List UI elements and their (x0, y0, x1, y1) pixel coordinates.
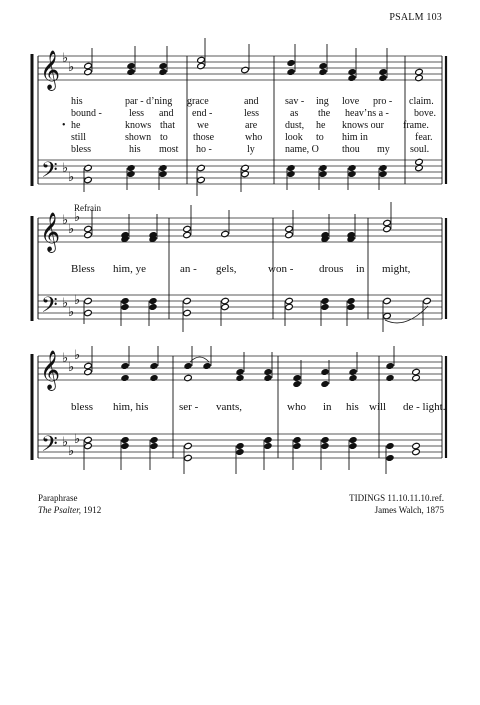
quarter-note (287, 164, 296, 171)
flat-sign: ♭ (62, 351, 69, 366)
quarter-note (349, 368, 358, 375)
quarter-note (159, 68, 168, 75)
half-note (241, 164, 250, 171)
quarter-note (347, 303, 356, 310)
composer: James Walch, 1875 (374, 505, 444, 515)
flat-sign: ♭ (74, 348, 81, 363)
quarter-note (121, 303, 130, 310)
quarter-note (349, 442, 358, 449)
quarter-note (319, 62, 328, 69)
half-note (221, 303, 230, 310)
psalm-number: PSALM 103 (389, 12, 442, 23)
quarter-note (121, 362, 130, 369)
quarter-note (121, 436, 130, 443)
quarter-note (293, 374, 302, 381)
quarter-note (236, 368, 245, 375)
quarter-note (149, 297, 158, 304)
quarter-note (379, 68, 388, 75)
half-note (184, 442, 193, 449)
quarter-note (386, 374, 395, 381)
quarter-note (379, 164, 388, 171)
half-note (84, 297, 93, 304)
half-note (84, 68, 93, 75)
quarter-note (287, 170, 296, 177)
quarter-note (264, 374, 273, 381)
flat-sign: ♭ (74, 293, 81, 308)
half-note (415, 74, 424, 81)
quarter-note (287, 59, 296, 66)
quarter-note (321, 442, 330, 449)
half-note (84, 368, 93, 375)
half-note (412, 448, 421, 455)
quarter-note (127, 170, 136, 177)
half-note (84, 309, 93, 316)
flat-sign: ♭ (68, 444, 75, 459)
slur (190, 357, 209, 362)
quarter-note (236, 374, 245, 381)
quarter-note (150, 362, 159, 369)
quarter-note (293, 436, 302, 443)
half-note (241, 66, 250, 73)
quarter-note (319, 170, 328, 177)
quarter-note (127, 68, 136, 75)
flat-sign: ♭ (68, 222, 75, 237)
half-note (84, 62, 93, 69)
quarter-note (287, 68, 296, 75)
half-note (84, 436, 93, 443)
half-note (221, 230, 230, 237)
quarter-note (150, 374, 159, 381)
half-note (383, 225, 392, 232)
half-note (285, 225, 294, 232)
half-note (184, 374, 193, 381)
treble-clef: 𝄞 (40, 50, 61, 90)
half-note (383, 297, 392, 304)
quarter-note (264, 436, 273, 443)
quarter-note (236, 442, 245, 449)
flat-sign: ♭ (68, 305, 75, 320)
quarter-note (386, 362, 395, 369)
half-note (197, 62, 206, 69)
half-note (423, 297, 432, 304)
half-note (285, 303, 294, 310)
quarter-note (348, 164, 357, 171)
verse-line-4: still shown to those who look to him in fear. (71, 132, 433, 143)
quarter-note (321, 297, 330, 304)
quarter-note (349, 436, 358, 443)
half-note (84, 164, 93, 171)
text-source: Paraphrase (38, 493, 78, 503)
flat-sign: ♭ (62, 435, 69, 450)
half-note (415, 164, 424, 171)
quarter-note (293, 380, 302, 387)
quarter-note (386, 442, 395, 449)
quarter-note (264, 368, 273, 375)
half-note (197, 176, 206, 183)
quarter-note (321, 380, 330, 387)
half-note (415, 158, 424, 165)
treble-clef: 𝄞 (40, 212, 61, 252)
refrain-line-2: bless him, his ser - vants, who in his will de - light. (71, 401, 446, 413)
quarter-note (127, 62, 136, 69)
verse-line-3: • he knows that we are dust, he knows our frame. (62, 120, 429, 131)
flat-sign: ♭ (62, 213, 69, 228)
bass-clef: 𝄢 (41, 158, 58, 188)
quarter-note (348, 68, 357, 75)
quarter-note (386, 454, 395, 461)
quarter-note (319, 68, 328, 75)
quarter-note (159, 170, 168, 177)
half-note (84, 231, 93, 238)
quarter-note (379, 170, 388, 177)
quarter-note (347, 297, 356, 304)
bass-clef: 𝄢 (41, 293, 58, 323)
quarter-note (293, 442, 302, 449)
refrain-line-1: Bless him, ye an - gels, won - drous in might, (71, 263, 411, 275)
bass-clef: 𝄢 (41, 432, 58, 462)
flat-sign: ♭ (68, 360, 75, 375)
half-note (183, 225, 192, 232)
half-note (84, 225, 93, 232)
half-note (84, 176, 93, 183)
text-source-detail: The Psalter, 1912 (38, 505, 102, 515)
quarter-note (321, 303, 330, 310)
quarter-note (121, 297, 130, 304)
quarter-note (379, 74, 388, 81)
flat-sign: ♭ (62, 161, 69, 176)
half-note (184, 454, 193, 461)
refrain-label: Refrain (74, 203, 101, 213)
verse-line-2: bound - less and end - less as the heav’ns a - bove. (71, 108, 436, 119)
quarter-note (203, 362, 212, 369)
quarter-note (121, 442, 130, 449)
quarter-note (236, 448, 245, 455)
quarter-note (150, 442, 159, 449)
half-note (383, 312, 392, 319)
half-note (221, 297, 230, 304)
half-note (197, 56, 206, 63)
verse-line-1: his par - d’ning grace and sav - ing love pro - claim. (71, 96, 434, 107)
half-note (412, 368, 421, 375)
half-note (183, 231, 192, 238)
half-note (84, 442, 93, 449)
text-credit (38, 492, 101, 516)
quarter-note (321, 436, 330, 443)
half-note (412, 374, 421, 381)
quarter-note (184, 362, 193, 369)
tune-name-meter: TIDINGS 11.10.11.10.ref. (349, 493, 444, 503)
quarter-note (319, 164, 328, 171)
flat-sign: ♭ (68, 60, 75, 75)
half-note (197, 164, 206, 171)
quarter-note (121, 374, 130, 381)
flat-sign: ♭ (74, 432, 81, 447)
quarter-note (127, 164, 136, 171)
half-note (412, 442, 421, 449)
quarter-note (159, 164, 168, 171)
half-note (383, 219, 392, 226)
flat-sign: ♭ (62, 51, 69, 66)
flat-sign: ♭ (62, 296, 69, 311)
half-note (285, 231, 294, 238)
flat-sign: ♭ (68, 170, 75, 185)
treble-clef: 𝄞 (40, 350, 61, 390)
half-note (285, 297, 294, 304)
quarter-note (349, 374, 358, 381)
quarter-note (149, 303, 158, 310)
quarter-note (159, 62, 168, 69)
quarter-note (321, 368, 330, 375)
verse-line-5: bless his most ho - ly name, O thou my soul. (71, 144, 430, 155)
half-note (84, 362, 93, 369)
flat-sign: ♭ (74, 210, 81, 225)
quarter-note (348, 170, 357, 177)
quarter-note (264, 442, 273, 449)
tie-slur (385, 306, 428, 323)
half-note (241, 170, 250, 177)
half-note (415, 68, 424, 75)
half-note (183, 309, 192, 316)
quarter-note (150, 436, 159, 443)
tune-credit (349, 492, 444, 516)
quarter-note (348, 74, 357, 81)
half-note (183, 297, 192, 304)
